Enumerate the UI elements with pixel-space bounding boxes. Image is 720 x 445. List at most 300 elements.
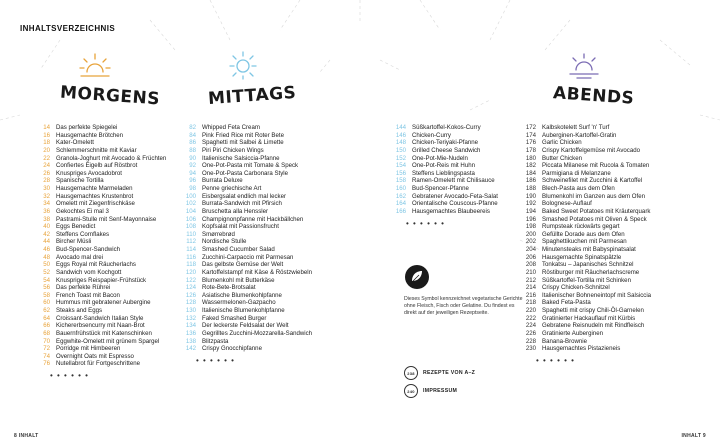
toc-page-number: 194 — [525, 207, 536, 215]
toc-page-number: 118 — [186, 261, 196, 269]
toc-entry[interactable] — [182, 307, 312, 315]
toc-recipe-name: One-Pot-Pasta Carbonara Style — [202, 169, 289, 177]
toc-entry[interactable] — [182, 185, 312, 193]
toc-recipe-name: Eisbergsalat endlich mal lecker — [202, 192, 286, 200]
toc-page-number: 230 — [525, 345, 536, 353]
toc-entry[interactable] — [392, 132, 498, 140]
ref-index-label: REZEPTE VON A–Z — [423, 370, 476, 376]
toc-page-number: 32 — [43, 192, 50, 200]
toc-entry[interactable] — [522, 307, 651, 315]
toc-recipe-name: Hausgemachte Brötchen — [56, 131, 124, 139]
toc-page-number: 180 — [525, 154, 536, 162]
toc-page-number: 110 — [186, 230, 196, 238]
toc-recipe-name: Burrata-Sandwich mit Pfirsich — [202, 200, 282, 208]
toc-entry[interactable] — [182, 246, 312, 254]
toc-page-number: 166 — [395, 207, 406, 215]
toc-entry[interactable] — [392, 185, 498, 193]
toc-entry[interactable] — [392, 124, 498, 132]
ref-impressum-page: 240 — [404, 384, 418, 398]
toc-entry[interactable] — [522, 284, 651, 292]
toc-page-number: 158 — [395, 177, 406, 185]
toc-entry[interactable] — [182, 330, 312, 338]
toc-recipe-name: Italienischer Bohneneintopf mit Salsiccia — [542, 291, 652, 299]
toc-recipe-name: Crispy Chicken-Schnitzel — [542, 284, 610, 292]
toc-page-number: 144 — [395, 124, 406, 131]
toc-recipe-name: Steaks and Eggs — [56, 307, 103, 314]
toc-page-number: 208 — [525, 261, 536, 269]
toc-recipe-name: Ramen-Omelett mit Chilisauce — [412, 177, 495, 185]
toc-recipe-name: French Toast mit Bacon — [56, 291, 120, 299]
toc-entry[interactable] — [522, 269, 651, 277]
toc-entry[interactable] — [36, 315, 166, 323]
toc-recipe-name: Hausgemachtes Blaubeereis — [412, 207, 490, 215]
section-end-dots: • • • • • • — [406, 218, 445, 228]
toc-entry[interactable] — [522, 238, 651, 246]
toc-page-number: 98 — [189, 185, 196, 192]
toc-page-number: 30 — [43, 185, 50, 192]
toc-recipe-name: Blumenkohl im Ganzen aus dem Ofen — [542, 192, 645, 200]
toc-entry[interactable] — [36, 132, 166, 140]
toc-entry[interactable] — [36, 292, 166, 300]
toc-entry[interactable] — [36, 208, 166, 216]
toc-entry[interactable] — [522, 193, 651, 201]
toc-page-number: 58 — [43, 291, 50, 299]
toc-recipe-name: Wassermelonen-Gazpacho — [202, 299, 276, 307]
toc-entry[interactable] — [522, 292, 651, 300]
toc-entry[interactable] — [36, 162, 166, 170]
toc-page-number: 188 — [525, 185, 536, 192]
toc-page-number: 190 — [525, 192, 536, 200]
toc-recipe-name: Granola-Joghurt mit Avocado & Früchten — [56, 154, 167, 162]
toc-entry[interactable] — [36, 238, 166, 246]
toc-entry[interactable] — [522, 132, 651, 140]
toc-entry[interactable] — [36, 231, 166, 239]
toc-page-number: 192 — [525, 200, 536, 208]
toc-entry[interactable] — [522, 315, 651, 323]
toc-entry[interactable] — [182, 284, 312, 292]
toc-entry[interactable] — [182, 338, 312, 346]
toc-recipe-name: Pastrami-Stulle mit Senf-Mayonnaise — [56, 215, 157, 223]
toc-entry[interactable] — [182, 216, 312, 224]
toc-recipe-name: Baked Sweet Potatoes mit Kräuterquark — [542, 207, 651, 215]
toc-entry[interactable] — [36, 269, 166, 277]
toc-page-number: 82 — [189, 124, 196, 131]
toc-recipe-name: Croissant-Sandwich Italian Style — [56, 314, 144, 322]
toc-entry[interactable] — [182, 200, 312, 208]
toc-entry[interactable] — [522, 124, 651, 132]
toc-page-number: 86 — [189, 139, 196, 147]
toc-page-number: 60 — [43, 299, 50, 307]
toc-recipe-name: Banana-Brownie — [542, 337, 588, 345]
toc-recipe-name: Bauernfrühstück mit Katenschinken — [56, 329, 152, 337]
toc-recipe-name: Tonkatsu – Japanisches Schnitzel — [542, 261, 634, 269]
toc-entry[interactable] — [392, 177, 498, 185]
toc-page-number: 50 — [43, 261, 50, 269]
toc-entry[interactable] — [182, 124, 312, 132]
toc-recipe-name: Chicken-Teriyaki-Pfanne — [412, 139, 479, 147]
toc-entry[interactable] — [182, 277, 312, 285]
toc-recipe-name: Bud-Spencer-Pfanne — [412, 185, 469, 192]
toc-recipe-name: Gebratene Reisnudeln mit Rindfleisch — [542, 322, 645, 330]
toc-entry[interactable] — [392, 147, 498, 155]
toc-page-number: 76 — [43, 360, 50, 368]
toc-entry[interactable] — [36, 185, 166, 193]
footer-right: INHALT 9 — [681, 433, 706, 439]
toc-page-number: 16 — [43, 131, 50, 139]
toc-recipe-name: Orientalische Couscous-Pfanne — [412, 200, 498, 208]
abends-list — [522, 124, 651, 365]
toc-recipe-name: Steffens Cornflakes — [56, 230, 110, 238]
toc-entry[interactable] — [182, 345, 312, 353]
toc-recipe-name: Italienische Blumenkohlpfanne — [202, 307, 285, 314]
toc-recipe-name: Minutensteaks mit Babyspinatsalat — [542, 246, 636, 253]
toc-page-number: 146 — [395, 131, 406, 139]
toc-recipe-name: Baked Feta-Pasta — [542, 299, 591, 307]
toc-recipe-name: Italienische Salsiccia-Pfanne — [202, 154, 280, 162]
toc-recipe-name: Chicken-Curry — [412, 131, 451, 139]
toc-entry[interactable] — [36, 124, 166, 132]
toc-entry[interactable] — [36, 284, 166, 292]
toc-entry[interactable] — [522, 299, 651, 307]
toc-entry[interactable] — [392, 200, 498, 208]
toc-entry[interactable] — [392, 208, 498, 216]
toc-page-number: 198 — [525, 223, 536, 231]
toc-page-number: 134 — [185, 322, 196, 330]
toc-recipe-name: Overnight Oats mit Espresso — [56, 352, 134, 360]
toc-page-number: 200 — [525, 230, 536, 238]
toc-page-number: 210 — [525, 268, 536, 276]
toc-page-number: 36 — [43, 207, 50, 215]
toc-page-number: 62 — [43, 307, 50, 314]
toc-recipe-name: Nutellabrot für Fortgeschrittene — [56, 360, 140, 368]
toc-recipe-name: Smashed Cucumber Salad — [202, 246, 275, 253]
toc-page-number: 164 — [395, 200, 406, 208]
toc-recipe-name: Hummus mit gebratener Aubergine — [56, 299, 151, 307]
toc-recipe-name: Spaghetti mit Salbei & Limette — [202, 139, 284, 147]
toc-page-number: 212 — [525, 276, 536, 284]
toc-entry[interactable] — [36, 177, 166, 185]
toc-page-number: 18 — [43, 139, 50, 147]
toc-page-number: 106 — [185, 215, 196, 223]
toc-entry[interactable] — [182, 162, 312, 170]
toc-entry[interactable] — [522, 155, 651, 163]
toc-page-number: 228 — [525, 337, 536, 345]
toc-entry[interactable] — [522, 223, 651, 231]
toc-entry[interactable] — [392, 162, 498, 170]
toc-recipe-name: Gebratener Avocado-Feta-Salat — [412, 192, 498, 200]
toc-page-number: 56 — [43, 284, 50, 292]
toc-entry[interactable] — [392, 155, 498, 163]
section-title-morgens: MORGENS — [59, 82, 161, 110]
toc-entry[interactable] — [36, 193, 166, 201]
toc-page-number: 94 — [189, 169, 196, 177]
toc-entry[interactable] — [182, 315, 312, 323]
toc-entry[interactable] — [522, 254, 651, 262]
toc-page-number: 196 — [525, 215, 536, 223]
toc-page-number: 42 — [43, 230, 50, 238]
toc-entry[interactable] — [36, 155, 166, 163]
toc-page-number: 74 — [43, 352, 50, 360]
sun-icon — [226, 50, 260, 80]
toc-entry[interactable] — [522, 216, 651, 224]
toc-recipe-name: Champignonpfanne mit Hackbällchen — [202, 215, 304, 223]
toc-recipe-name: Piccata Milanese mit Rucola & Tomaten — [542, 162, 650, 170]
toc-recipe-name: Eggs Benedict — [56, 223, 96, 231]
toc-page-number: 148 — [395, 139, 406, 147]
toc-entry[interactable] — [522, 200, 651, 208]
toc-page-number: 112 — [186, 238, 196, 246]
toc-page-number: 176 — [525, 139, 536, 147]
toc-entry[interactable] — [182, 170, 312, 178]
toc-entry[interactable] — [392, 139, 498, 147]
toc-recipe-name: Hausgemachtes Krustenbrot — [56, 192, 134, 200]
toc-recipe-name: Kartoffelstampf mit Käse & Röstzwiebeln — [202, 268, 312, 276]
toc-entry[interactable] — [36, 261, 166, 269]
toc-recipe-name: Schlemmerschnitte mit Kaviar — [56, 146, 137, 154]
ref-index[interactable] — [404, 366, 475, 380]
toc-recipe-name: Spaghettikuchen mit Parmesan — [542, 238, 627, 246]
toc-page-number: 160 — [395, 185, 406, 192]
toc-recipe-name: Gegrilltes Zucchini-Mozzarella-Sandwich — [202, 329, 313, 337]
ref-impressum[interactable] — [404, 384, 457, 398]
toc-recipe-name: Das gelbste Gemüse der Welt — [202, 261, 284, 269]
toc-entry[interactable] — [182, 155, 312, 163]
toc-recipe-name: One-Pot-Reis mit Huhn — [412, 162, 475, 170]
toc-page-number: 116 — [186, 253, 196, 261]
toc-entry[interactable] — [36, 170, 166, 178]
toc-entry[interactable] — [522, 162, 651, 170]
toc-entry[interactable] — [522, 185, 651, 193]
toc-page-number: 92 — [189, 162, 196, 170]
toc-recipe-name: Hausgemachte Marmeladen — [56, 185, 133, 192]
toc-recipe-name: Whipped Feta Cream — [202, 124, 260, 131]
toc-entry[interactable] — [522, 147, 651, 155]
toc-recipe-name: Garlic Chicken — [542, 139, 582, 147]
toc-page-number: 68 — [43, 329, 50, 337]
toc-page-number: 64 — [43, 314, 50, 322]
toc-recipe-name: Der leckerste Feldsalat der Welt — [202, 322, 289, 330]
toc-recipe-name: Süßkartoffel-Tortilla mit Schinken — [542, 276, 631, 284]
toc-entry[interactable] — [522, 338, 651, 346]
toc-page-number: 90 — [189, 154, 196, 162]
toc-entry[interactable] — [522, 139, 651, 147]
toc-recipe-name: Confiertes Eigelb auf Röstbrot — [56, 162, 138, 170]
toc-page-number: 122 — [185, 276, 196, 284]
toc-page-number: 184 — [525, 169, 536, 177]
toc-page-number: 124 — [185, 284, 196, 292]
toc-entry[interactable] — [36, 139, 166, 147]
toc-entry[interactable] — [182, 269, 312, 277]
toc-page-number: 226 — [525, 329, 536, 337]
toc-page-number: 44 — [43, 238, 50, 246]
toc-recipe-name: Grilled Cheese Sandwich — [412, 146, 481, 154]
section-title-mittags: MITTAGS — [207, 82, 297, 110]
toc-recipe-name: Knuspriges Avocadobrot — [56, 169, 122, 177]
toc-page-number: 222 — [525, 314, 536, 322]
toc-entry[interactable] — [36, 330, 166, 338]
toc-page-number: 120 — [185, 268, 196, 276]
vegetarian-legend-text: Dieses Symbol kennzeichnet vegetarische Gerichte ohne Fleisch, Fisch oder Gelatine. Du findest es direkt auf der jeweiligen Rezeptseite. — [404, 296, 523, 316]
toc-recipe-name: Parmigiana di Melanzane — [542, 169, 611, 177]
toc-page-number: 38 — [43, 215, 50, 223]
toc-page-number: 70 — [43, 337, 50, 345]
toc-entry[interactable] — [36, 246, 166, 254]
toc-recipe-name: Faked Smashed Burger — [202, 314, 267, 322]
toc-page-number: 96 — [189, 177, 196, 185]
toc-entry[interactable] — [182, 299, 312, 307]
toc-entry[interactable] — [392, 170, 498, 178]
toc-page-number: 216 — [525, 291, 536, 299]
toc-page-number: 136 — [185, 329, 196, 337]
toc-entry[interactable] — [36, 277, 166, 285]
toc-entry[interactable] — [522, 330, 651, 338]
vegetarian-leaf-icon — [404, 264, 430, 290]
toc-recipe-name: Das perfekte Spiegelei — [56, 124, 118, 131]
toc-recipe-name: One-Pot-Mie-Nudeln — [412, 154, 468, 162]
section-end-dots: • • • • • • — [50, 371, 89, 380]
toc-entry[interactable] — [36, 216, 166, 224]
toc-page-number: 26 — [43, 169, 50, 177]
toc-page-number: 128 — [185, 299, 196, 307]
toc-recipe-name: Spanische Tortilla — [56, 177, 104, 185]
toc-recipe-name: One-Pot-Pasta mit Tomate & Speck — [202, 162, 299, 170]
toc-recipe-name: Eggs Royal mit Räucherlachs — [56, 261, 136, 269]
toc-entry[interactable] — [392, 193, 498, 201]
toc-page-number: 24 — [43, 162, 50, 170]
toc-recipe-name: Omelett mit Ziegenfrischkäse — [56, 200, 135, 208]
toc-entry[interactable] — [182, 238, 312, 246]
toc-page-number: 46 — [43, 246, 50, 253]
morgens-list — [36, 124, 166, 380]
toc-page-number: 206 — [525, 253, 536, 261]
toc-entry[interactable] — [522, 261, 651, 269]
toc-entry[interactable] — [182, 223, 312, 231]
toc-recipe-name: Hausgemachtes Pistazieneis — [542, 345, 621, 353]
toc-recipe-name: Rote-Bete-Brotsalat — [202, 284, 256, 292]
toc-entry[interactable] — [182, 292, 312, 300]
toc-entry[interactable] — [36, 200, 166, 208]
toc-page-number: 174 — [525, 131, 536, 139]
ref-index-page: 238 — [404, 366, 418, 380]
mittags-list-continued — [392, 124, 498, 228]
toc-page-number: 126 — [185, 291, 196, 299]
toc-recipe-name: Gekochtes Ei mal 3 — [56, 207, 109, 215]
toc-entry[interactable] — [182, 139, 312, 147]
toc-recipe-name: Gefüllte Dorade aus dem Ofen — [542, 230, 625, 238]
toc-entry[interactable] — [522, 177, 651, 185]
toc-recipe-name: Nordische Stulle — [202, 238, 247, 246]
toc-entry[interactable] — [36, 223, 166, 231]
toc-entry[interactable] — [36, 299, 166, 307]
footer-left: 8 INHALT — [14, 433, 39, 439]
toc-entry[interactable] — [182, 208, 312, 216]
toc-recipe-name: Das perfekte Rührei — [56, 284, 111, 292]
toc-recipe-name: Pink Fried Rice mit Roter Bete — [202, 131, 284, 139]
toc-recipe-name: Smørrebrød — [202, 230, 235, 238]
toc-page-number: 102 — [185, 200, 196, 208]
toc-recipe-name: Piri Piri Chicken Wings — [202, 146, 264, 154]
toc-recipe-name: Zucchini-Carpaccio mit Parmesan — [202, 253, 294, 261]
toc-page-number: 182 — [525, 162, 536, 170]
toc-page-number: 178 — [525, 146, 536, 154]
toc-recipe-name: Smashed Potatoes mit Oliven & Speck — [542, 215, 647, 223]
toc-page-number: 218 — [525, 299, 536, 307]
toc-page-number: 138 — [185, 337, 196, 345]
toc-page-number: 152 — [395, 154, 406, 162]
toc-entry[interactable] — [182, 147, 312, 155]
section-end-dots: • • • • • • — [196, 355, 235, 365]
toc-entry[interactable] — [182, 322, 312, 330]
toc-page-number: 34 — [43, 200, 50, 208]
toc-recipe-name: Rumpsteak rückwärts gegart — [542, 223, 620, 231]
toc-entry[interactable] — [522, 345, 651, 353]
toc-page-number: 172 — [525, 124, 536, 131]
toc-entry[interactable] — [36, 147, 166, 155]
toc-page-number: 224 — [525, 322, 536, 330]
section-title-abends: ABENDS — [552, 83, 635, 109]
toc-recipe-name: Eggwhite-Omelett mit grünem Spargel — [56, 337, 160, 345]
toc-page-number: 114 — [186, 246, 196, 253]
toc-entry[interactable] — [522, 231, 651, 239]
toc-page-number: 154 — [395, 162, 406, 170]
toc-recipe-name: Kater-Omelett — [56, 139, 94, 147]
toc-page-number: 28 — [43, 177, 50, 185]
toc-page-number: 40 — [43, 223, 50, 231]
toc-page-number: 54 — [43, 276, 50, 284]
toc-entry[interactable] — [182, 231, 312, 239]
toc-recipe-name: Crispy Kartoffelgemüse mit Avocado — [542, 146, 640, 154]
toc-entry[interactable] — [182, 193, 312, 201]
toc-recipe-name: Butter Chicken — [542, 154, 582, 162]
toc-entry[interactable] — [182, 132, 312, 140]
toc-entry[interactable] — [36, 338, 166, 346]
toc-entry[interactable] — [36, 254, 166, 262]
toc-page-number: 142 — [185, 345, 196, 353]
toc-entry[interactable] — [522, 208, 651, 216]
toc-recipe-name: Blech-Pasta aus dem Ofen — [542, 185, 615, 192]
toc-recipe-name: Kalbskotelett Surf 'n' Turf — [542, 124, 610, 131]
page-title: INHALTSVERZEICHNIS — [20, 24, 116, 33]
toc-recipe-name: Porridge mit Himbeeren — [56, 345, 121, 353]
toc-entry[interactable] — [522, 170, 651, 178]
toc-entry[interactable] — [36, 322, 166, 330]
toc-entry[interactable] — [36, 345, 166, 353]
toc-page-number: 48 — [43, 253, 50, 261]
toc-recipe-name: Kichererbsencurry mit Naan-Brot — [56, 322, 145, 330]
toc-entry[interactable] — [522, 246, 651, 254]
toc-recipe-name: Burrata Deluxe — [202, 177, 243, 185]
toc-recipe-name: Blumenkohl mit Butterkäse — [202, 276, 275, 284]
mittags-list — [182, 124, 312, 365]
toc-entry[interactable] — [36, 353, 166, 361]
ref-impressum-label: IMPRESSUM — [423, 388, 458, 394]
toc-recipe-name: Bircher Müsli — [56, 238, 92, 246]
toc-entry[interactable] — [522, 277, 651, 285]
toc-entry[interactable] — [182, 261, 312, 269]
toc-entry[interactable] — [522, 322, 651, 330]
toc-entry[interactable] — [36, 360, 166, 368]
toc-page-number: 104 — [185, 207, 196, 215]
toc-recipe-name: Steffens Lieblingspasta — [412, 169, 475, 177]
toc-recipe-name: Spaghetti mit crispy Chili-Öl-Garnelen — [542, 307, 644, 314]
toc-page-number: 202 — [525, 238, 536, 246]
toc-entry[interactable] — [36, 307, 166, 315]
toc-page-number: 20 — [43, 146, 50, 154]
toc-entry[interactable] — [182, 177, 312, 185]
toc-page-number: 108 — [185, 223, 196, 231]
toc-entry[interactable] — [182, 254, 312, 262]
toc-page-number: 130 — [185, 307, 196, 314]
